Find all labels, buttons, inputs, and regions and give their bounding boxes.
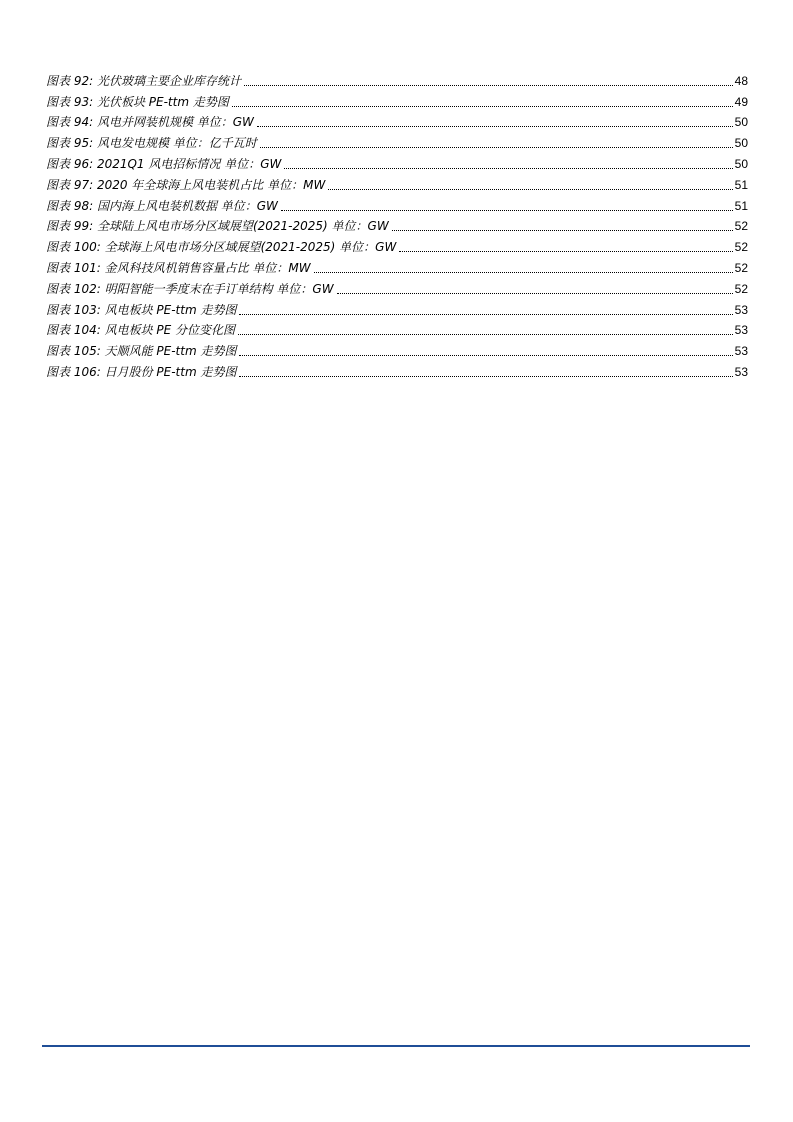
figure-index	[46, 68, 748, 380]
toc-entry-page: 50	[734, 156, 748, 171]
toc-entry-title: 图表 101: 金风科技风机销售容量占比 单位：MW	[46, 260, 311, 275]
toc-entry-page: 50	[734, 136, 748, 151]
toc-entry[interactable]	[46, 297, 748, 318]
toc-entry-page: 51	[734, 198, 748, 213]
toc-entry[interactable]	[46, 359, 748, 380]
toc-entry-page: 53	[734, 344, 748, 359]
dot-leader	[281, 210, 733, 211]
toc-entry-page: 52	[734, 219, 748, 234]
toc-entry-page: 51	[734, 177, 748, 192]
dot-leader	[337, 293, 733, 294]
toc-entry-title: 图表 94: 风电并网装机规模 单位：GW	[46, 115, 254, 130]
toc-entry-title: 图表 104: 风电板块 PE 分位变化图	[46, 323, 236, 338]
dot-leader	[284, 168, 732, 169]
toc-entry-title: 图表 96: 2021Q1 风电招标情况 单位：GW	[46, 156, 282, 171]
toc-entry-title: 图表 99: 全球陆上风电市场分区域展望(2021-2025) 单位：GW	[46, 219, 389, 234]
toc-entry[interactable]	[46, 318, 748, 339]
dot-leader	[244, 85, 733, 86]
toc-entry[interactable]	[46, 193, 748, 214]
toc-entry[interactable]	[46, 255, 748, 276]
dot-leader	[399, 251, 732, 252]
toc-entry-page: 53	[734, 302, 748, 317]
dot-leader	[239, 376, 732, 377]
dot-leader	[257, 126, 733, 127]
toc-entry[interactable]	[46, 110, 748, 131]
toc-entry-title: 图表 102: 明阳智能一季度末在手订单结构 单位：GW	[46, 281, 334, 296]
toc-entry[interactable]	[46, 234, 748, 255]
dot-leader	[239, 314, 732, 315]
toc-entry-title: 图表 106: 日月股份 PE-ttm 走势图	[46, 364, 237, 379]
toc-entry[interactable]	[46, 338, 748, 359]
footer-divider	[42, 1045, 750, 1047]
toc-entry[interactable]	[46, 276, 748, 297]
toc-entry-title: 图表 103: 风电板块 PE-ttm 走势图	[46, 302, 237, 317]
toc-entry-page: 52	[734, 281, 748, 296]
dot-leader	[239, 355, 732, 356]
toc-entry-title: 图表 100: 全球海上风电市场分区域展望(2021-2025) 单位：GW	[46, 240, 397, 255]
toc-entry[interactable]	[46, 172, 748, 193]
dot-leader	[314, 272, 733, 273]
toc-entry-title: 图表 105: 天顺风能 PE-ttm 走势图	[46, 344, 237, 359]
toc-entry[interactable]	[46, 214, 748, 235]
toc-entry-title: 图表 98: 国内海上风电装机数据 单位：GW	[46, 198, 278, 213]
dot-leader	[232, 106, 733, 107]
toc-entry-page: 53	[734, 364, 748, 379]
toc-entry-page: 49	[734, 94, 748, 109]
dot-leader	[238, 334, 733, 335]
toc-entry-title: 图表 93: 光伏板块 PE-ttm 走势图	[46, 94, 229, 109]
toc-entry-title: 图表 92: 光伏玻璃主要企业库存统计	[46, 73, 241, 88]
toc-entry-page: 53	[734, 323, 748, 338]
dot-leader	[260, 147, 733, 148]
toc-entry-page: 48	[734, 73, 748, 88]
toc-entry-page: 52	[734, 240, 748, 255]
toc-entry[interactable]	[46, 68, 748, 89]
toc-entry[interactable]	[46, 151, 748, 172]
toc-entry-page: 52	[734, 260, 748, 275]
dot-leader	[328, 189, 732, 190]
toc-entry-page: 50	[734, 115, 748, 130]
toc-entry-title: 图表 95: 风电发电规模 单位：亿千瓦时	[46, 136, 257, 151]
dot-leader	[392, 230, 733, 231]
toc-entry[interactable]	[46, 130, 748, 151]
toc-entry-title: 图表 97: 2020 年全球海上风电装机占比 单位：MW	[46, 177, 326, 192]
toc-entry[interactable]	[46, 89, 748, 110]
